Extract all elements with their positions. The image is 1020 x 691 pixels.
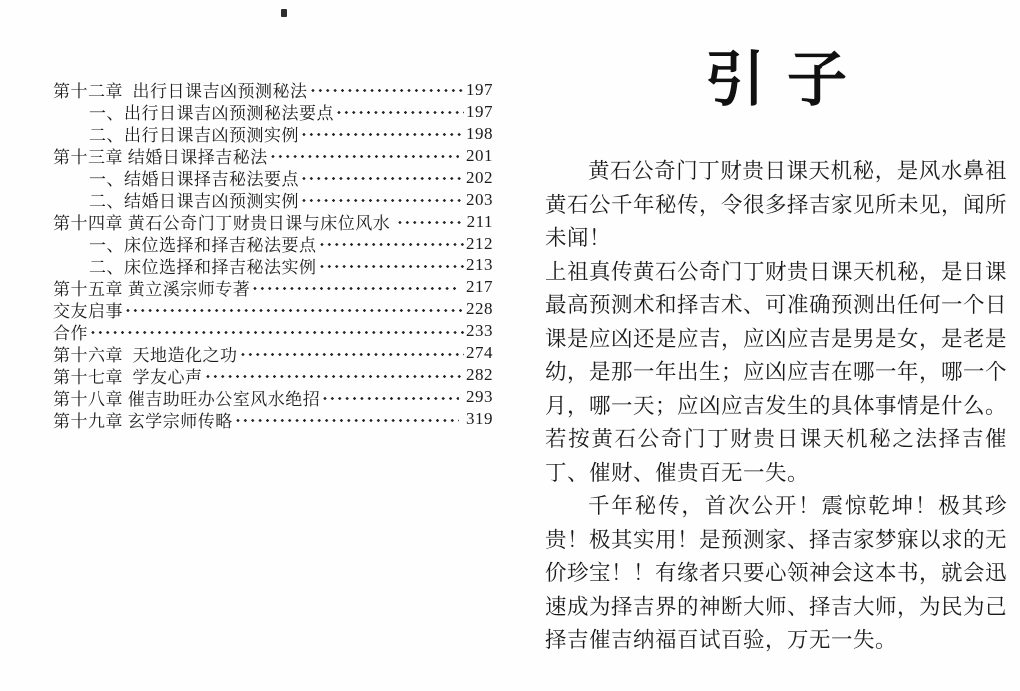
table-of-contents [53, 79, 493, 430]
toc-entry [53, 298, 493, 320]
prologue-paragraph-text: 上祖真传黄石公奇门丁财贵日课天机秘，是日课最高预测术和择吉术、可准确预测出任何一个日课是应凶还是应吉，应凶应吉是男是女，是老是幼，是那一年出生；应凶应吉在哪一年，哪一个月，哪一天；应凶应吉发生的具体事情是什么。若按黄石公奇门丁财贵日课天机秘之法择吉催丁、催财、催贵百无一失。 [545, 259, 1008, 485]
toc-entry [53, 342, 493, 364]
dot-leader [125, 308, 464, 313]
toc-entry-title: 第十五章 黄立溪宗师专著 [53, 279, 251, 299]
toc-entry-title: 第十二章 出行日课吉凶预测秘法 [53, 82, 308, 102]
toc-entry [53, 189, 493, 211]
dot-leader [90, 330, 464, 335]
toc-entry-page-number: 203 [466, 189, 493, 209]
dot-leader [397, 220, 465, 225]
dot-leader [270, 154, 460, 159]
prologue-paragraph-text: 千年秘传，首次公开！震惊乾坤！极其珍贵！极其实用！是预测家、择吉家梦寐以求的无价珍宝！！有缘者只要心领神会这本书，就会迅速成为择吉界的神断大师、择吉大师，为民为己择吉催吉纳福百试百验，万无一失。 [545, 494, 1008, 652]
toc-entry-page-number: 202 [466, 167, 493, 187]
toc-entry [53, 276, 493, 298]
toc-entry-page-number: 274 [466, 343, 493, 363]
toc-entry-page-number: 228 [466, 299, 493, 319]
dot-leader [310, 88, 465, 93]
prologue-paragraph [545, 490, 1007, 658]
dot-leader [235, 418, 460, 423]
prologue-title [545, 40, 1007, 120]
toc-entry-page-number: 211 [466, 211, 493, 231]
scan-ink-artifact [281, 9, 287, 17]
dot-leader [322, 396, 459, 401]
dot-leader [319, 242, 465, 247]
toc-entry-title: 第十八章 催吉助旺办公室风水绝招 [53, 389, 321, 409]
dot-leader [301, 198, 464, 203]
toc-entry-title: 第十七章 学友心声 [53, 367, 203, 387]
prologue-page [545, 40, 1007, 658]
toc-entry-page-number: 213 [466, 255, 493, 275]
dot-leader [301, 176, 464, 181]
toc-entry [53, 211, 493, 233]
toc-entry [53, 123, 493, 145]
toc-entry [53, 233, 493, 255]
toc-entry-title: 合作 [53, 323, 88, 343]
toc-entry-title: 一、结婚日课择吉秘法要点 [89, 170, 299, 190]
toc-entry-page-number: 319 [461, 409, 493, 429]
toc-entry [53, 320, 493, 342]
toc-entry-page-number: 198 [466, 123, 493, 143]
toc-entry-title: 二、结婚日课吉凶预测实例 [89, 192, 299, 212]
dot-leader [301, 132, 464, 137]
toc-entry-page-number: 197 [466, 79, 493, 99]
toc-entry [53, 364, 493, 386]
prologue-paragraph [545, 155, 1007, 256]
toc-entry-title: 二、床位选择和择吉秘法实例 [89, 257, 317, 277]
dot-leader [240, 352, 465, 357]
toc-entry [53, 255, 493, 277]
toc-entry-title: 二、出行日课吉凶预测实例 [89, 126, 299, 146]
toc-entry-title: 一、床位选择和择吉秘法要点 [89, 236, 317, 256]
toc-entry-title: 第十三章 结婚日课择吉秘法 [53, 148, 268, 168]
toc-entry-title: 第十四章 黄石公奇门丁财贵日课与床位风水 [53, 214, 395, 234]
toc-entry-title: 第十九章 玄学宗师传略 [53, 411, 233, 431]
prologue-title-text: 引子 [705, 47, 869, 113]
toc-entry-page-number: 197 [466, 101, 493, 121]
dot-leader [319, 264, 465, 269]
toc-entry-page-number: 217 [461, 277, 493, 297]
toc-entry [53, 79, 493, 101]
toc-entry [53, 101, 493, 123]
prologue-paragraph-text: 黄石公奇门丁财贵日课天机秘，是风水鼻祖黄石公千年秘传，令很多择吉家见所未见，闻所未闻！ [545, 159, 1008, 250]
dot-leader [336, 110, 464, 115]
toc-entry-title: 一、出行日课吉凶预测秘法要点 [89, 104, 334, 124]
toc-entry-title: 第十六章 天地造化之功 [53, 345, 238, 365]
prologue-body [545, 155, 1007, 658]
toc-entry-page-number: 233 [466, 321, 493, 341]
dot-leader [252, 286, 459, 291]
toc-entry-title: 交友启事 [53, 301, 123, 321]
dot-leader [205, 374, 465, 379]
toc-entry-page-number: 282 [466, 365, 493, 385]
toc-entry-page-number: 212 [466, 233, 493, 253]
toc-entry-page-number: 201 [461, 145, 493, 165]
toc-entry [53, 167, 493, 189]
prologue-paragraph [545, 256, 1007, 491]
toc-entry [53, 408, 493, 430]
toc-entry-page-number: 293 [461, 387, 493, 407]
toc-entry [53, 145, 493, 167]
toc-entry [53, 386, 493, 408]
